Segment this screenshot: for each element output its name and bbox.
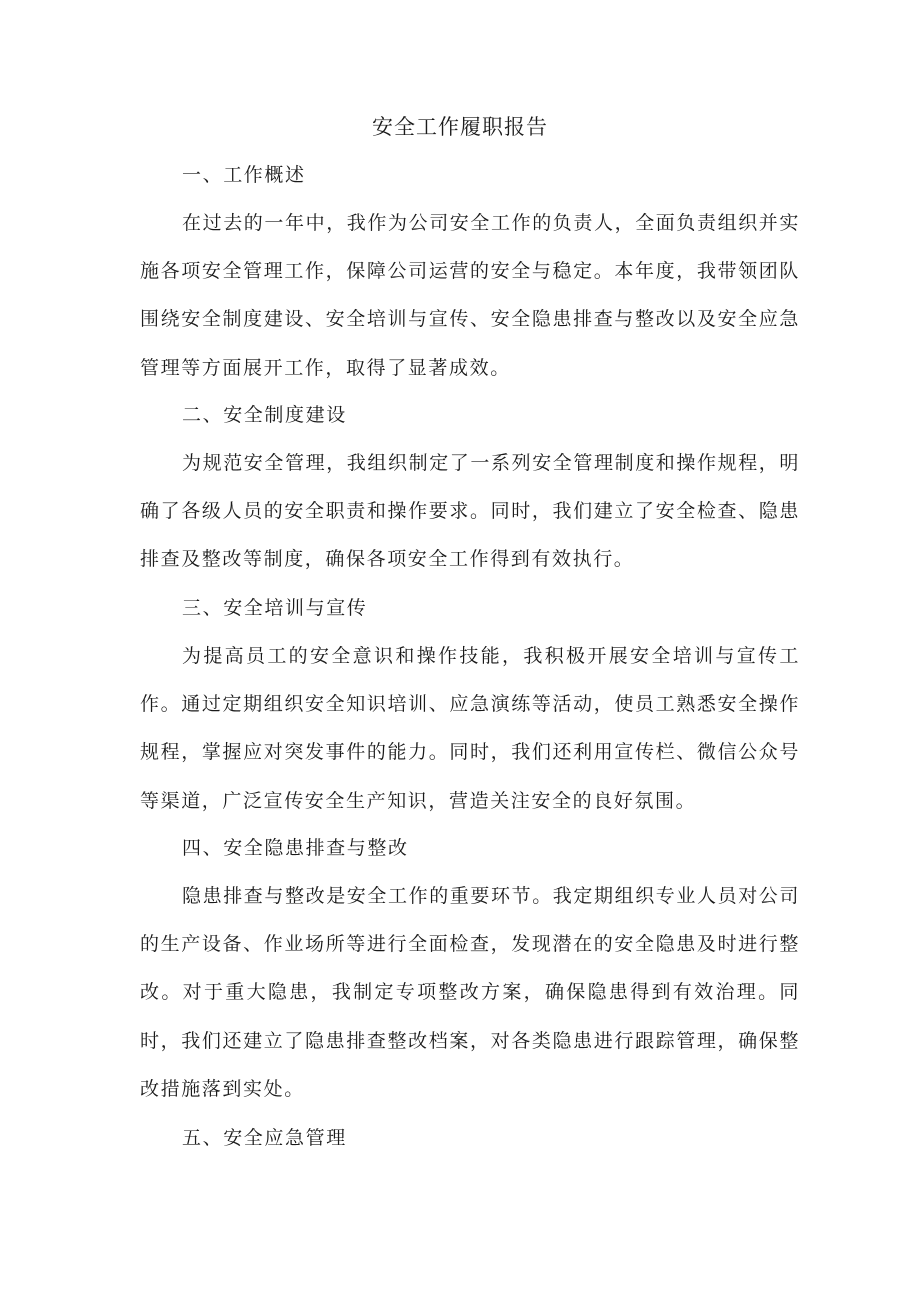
section-paragraph-1: 在过去的一年中，我作为公司安全工作的负责人，全面负责组织并实施各项安全管理工作，保障公司运营的安全与稳定。本年度，我带领团队围绕安全制度建设、安全培训与宣传、安全隐患排查与整改以及安全应急管理等方面展开工作，取得了显著成效。 bbox=[140, 212, 801, 379]
section-heading-4: 四、安全隐患排查与整改 bbox=[182, 837, 409, 859]
section-heading-1: 一、工作概述 bbox=[182, 164, 306, 186]
document-title: 安全工作履职报告 bbox=[372, 115, 548, 139]
section-paragraph-3: 为提高员工的安全意识和操作技能，我积极开展安全培训与宣传工作。通过定期组织安全知识培训、应急演练等活动，使员工熟悉安全操作规程，掌握应对突发事件的能力。同时，我们还利用宣传栏、微信公众号等渠道，广泛宣传安全生产知识，营造关注安全的良好氛围。 bbox=[140, 645, 800, 812]
section-heading-3: 三、安全培训与宣传 bbox=[182, 597, 368, 619]
section-heading-2: 二、安全制度建设 bbox=[182, 404, 347, 426]
section-paragraph-4: 隐患排查与整改是安全工作的重要环节。我定期组织专业人员对公司的生产设备、作业场所等进行全面检查，发现潜在的安全隐患及时进行整改。对于重大隐患，我制定专项整改方案，确保隐患得到有效治理。同时，我们还建立了隐患排查整改档案，对各类隐患进行跟踪管理，确保整改措施落到实处。 bbox=[140, 885, 801, 1100]
section-heading-5: 五、安全应急管理 bbox=[182, 1127, 347, 1149]
section-paragraph-2: 为规范安全管理，我组织制定了一系列安全管理制度和操作规程，明确了各级人员的安全职责和操作要求。同时，我们建立了安全检查、隐患排查及整改等制度，确保各项安全工作得到有效执行。 bbox=[140, 452, 801, 571]
